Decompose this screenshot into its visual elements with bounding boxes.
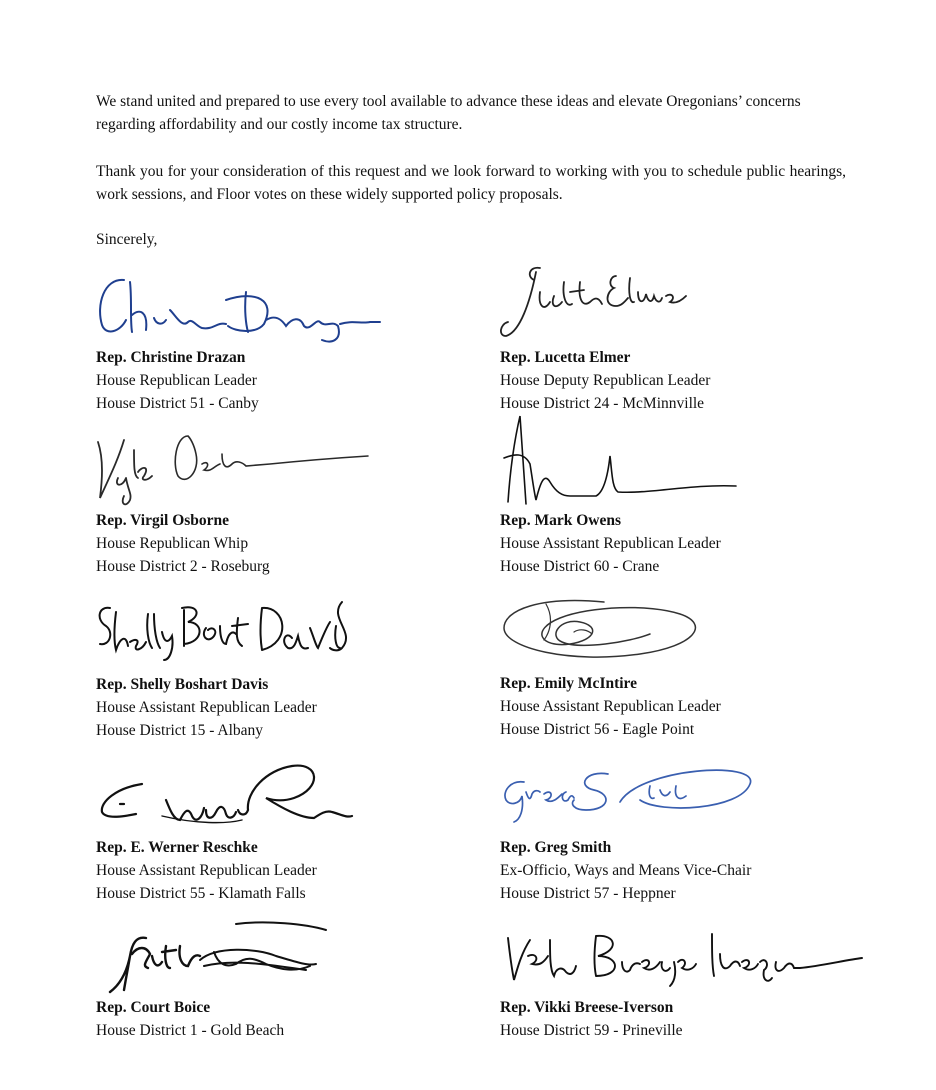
signatory-district: House District 56 - Eagle Point: [500, 721, 695, 738]
closing-sincerely: Sincerely,: [96, 231, 158, 248]
signatory-title: House Assistant Republican Leader: [96, 699, 317, 716]
signatory-name: Rep. Mark Owens: [500, 512, 621, 529]
signatory-name: Rep. Lucetta Elmer: [500, 349, 631, 366]
signatory-name: Rep. Shelly Boshart Davis: [96, 676, 269, 693]
signature-elmer: [500, 262, 700, 342]
signature-boshart-davis: [96, 598, 356, 668]
signature-breese-iverson: [500, 926, 870, 991]
signatory-title: House Assistant Republican Leader: [500, 535, 721, 552]
signatory-title: House Deputy Republican Leader: [500, 372, 711, 389]
signatory-district: House District 15 - Albany: [96, 722, 264, 739]
signatory-text: [500, 996, 683, 1042]
signatory-owens: [500, 412, 880, 582]
signatory-title: House Assistant Republican Leader: [500, 698, 721, 715]
signatory-text: [96, 346, 259, 415]
signatory-name: Rep. E. Werner Reschke: [96, 839, 258, 856]
signatory-district: House District 59 - Prineville: [500, 1022, 683, 1039]
signatory-name: Rep. Greg Smith: [500, 839, 612, 856]
signatory-title: House Republican Leader: [96, 372, 257, 389]
signatory-breese-iverson: [500, 926, 880, 1056]
signatory-reschke: [96, 758, 476, 908]
signatory-district: House District 1 - Gold Beach: [96, 1022, 285, 1039]
signatory-district: House District 2 - Roseburg: [96, 558, 270, 575]
signature-boice: [96, 916, 336, 996]
signature-owens: [500, 412, 740, 507]
signatory-district: House District 57 - Heppner: [500, 885, 676, 902]
signatory-name: Rep. Court Boice: [96, 999, 211, 1016]
signatory-title: Ex-Officio, Ways and Means Vice-Chair: [500, 862, 752, 879]
signatory-district: House District 55 - Klamath Falls: [96, 885, 306, 902]
signatory-name: Rep. Vikki Breese-Iverson: [500, 999, 674, 1016]
signatory-text: [500, 836, 751, 905]
signatory-text: [500, 509, 721, 578]
signatory-district: House District 60 - Crane: [500, 558, 660, 575]
signatory-osborne: [96, 420, 476, 585]
signatory-text: [500, 346, 710, 415]
signature-osborne: [96, 420, 381, 510]
signatory-boice: [96, 916, 476, 1056]
signatory-title: House Assistant Republican Leader: [96, 862, 317, 879]
signatory-text: [96, 673, 317, 742]
signatory-drazan: [96, 270, 476, 420]
signature-smith: [500, 756, 760, 836]
signature-drazan: [96, 270, 386, 345]
signatory-title: House Republican Whip: [96, 535, 249, 552]
signatory-name: Rep. Christine Drazan: [96, 349, 246, 366]
signatory-smith: [500, 756, 880, 906]
signatory-name: Rep. Emily McIntire: [500, 675, 638, 692]
signatory-mcintire: [500, 588, 880, 748]
signature-mcintire: [500, 588, 710, 668]
signatory-district: House District 51 - Canby: [96, 395, 259, 412]
signatory-text: [96, 996, 284, 1042]
signatory-text: [96, 836, 317, 905]
paragraph-united: We stand united and prepared to use every tool available to advance these ideas and elevate Oregonians’ concerns regarding affordability and our costly income tax structure.: [96, 93, 801, 133]
signatory-text: [96, 509, 270, 578]
signatory-text: [500, 672, 721, 741]
paragraph-thank-you: Thank you for your consideration of this request and we look forward to working with you to schedule public hearings, work sessions, and Floor votes on these widely supported policy proposals.: [96, 163, 846, 203]
signatory-elmer: [500, 262, 880, 422]
signatory-boshart-davis: [96, 598, 476, 748]
signatory-district: House District 24 - McMinnville: [500, 395, 705, 412]
signatory-name: Rep. Virgil Osborne: [96, 512, 230, 529]
signature-reschke: [96, 758, 356, 838]
